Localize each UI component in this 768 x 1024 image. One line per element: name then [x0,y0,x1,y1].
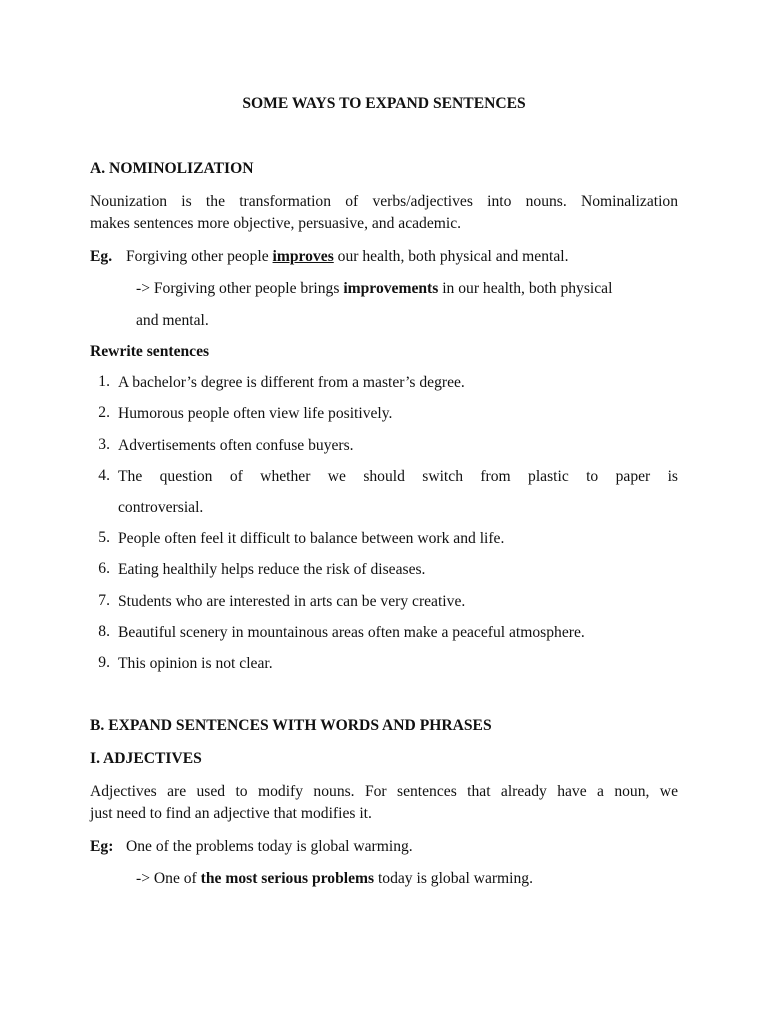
example-label: Eg: [90,838,114,855]
answer-text-before: -> Forgiving other people brings [136,280,344,297]
example-highlight: improves [272,248,334,265]
rewrite-heading: Rewrite sentences [90,343,210,360]
example-text: One of the problems today is global warming. [126,838,413,855]
list-item-number: 8. [98,623,110,640]
answer-highlight: improvements [343,280,439,297]
list-item-number: 3. [98,436,110,453]
section-a-example [90,247,568,267]
section-a-heading: A. NOMINOLIZATION [90,160,254,177]
section-b-answer [136,869,533,889]
list-item: People often feel it difficult to balance between work and life. [118,530,505,547]
list-item-continuation: controversial. [118,499,204,516]
example-text-before: Forgiving other people [126,248,273,265]
list-item: Humorous people often view life positively. [118,405,393,422]
section-a-answer-line-2: and mental. [136,312,209,329]
section-a-intro-line-1: Nounization is the transformation of verbs/adjectives into nouns. Nominalization [90,193,678,210]
list-item: Advertisements often confuse buyers. [118,437,354,454]
document-title: SOME WAYS TO EXPAND SENTENCES [242,95,526,112]
list-item-number: 5. [98,529,110,546]
section-b-intro [90,781,678,825]
list-item-number: 7. [98,592,110,609]
list-item: Students who are interested in arts can be very creative. [118,593,466,610]
section-a-intro [90,191,678,235]
answer-text-after: in our health, both physical [438,280,613,297]
list-item-number: 1. [98,373,110,390]
answer-text-after: today is global warming. [374,870,534,887]
section-b-example [90,837,413,857]
answer-highlight: the most serious problems [200,870,375,887]
list-item: Eating healthily helps reduce the risk of diseases. [118,561,426,578]
list-item: A bachelor’s degree is different from a master’s degree. [118,374,465,391]
section-a-answer-line-1 [136,279,612,299]
example-text-after: our health, both physical and mental. [333,248,569,265]
section-b-subheading: I. ADJECTIVES [90,750,202,767]
list-item: This opinion is not clear. [118,655,273,672]
section-b-heading: B. EXPAND SENTENCES WITH WORDS AND PHRASES [90,717,492,734]
list-item-number: 9. [98,654,110,671]
list-item-number: 2. [98,404,110,421]
section-b-intro-line-2: just need to find an adjective that modifies it. [90,805,372,822]
section-a-intro-line-2: makes sentences more objective, persuasive, and academic. [90,215,462,232]
answer-text-before: -> One of [136,870,201,887]
example-label: Eg. [90,248,113,265]
list-item-number: 6. [98,560,110,577]
list-item: Beautiful scenery in mountainous areas often make a peaceful atmosphere. [118,624,585,641]
list-item: The question of whether we should switch from plastic to paper is [118,468,678,485]
list-item-number: 4. [98,467,110,484]
section-b-intro-line-1: Adjectives are used to modify nouns. For sentences that already have a noun, we [90,783,678,800]
